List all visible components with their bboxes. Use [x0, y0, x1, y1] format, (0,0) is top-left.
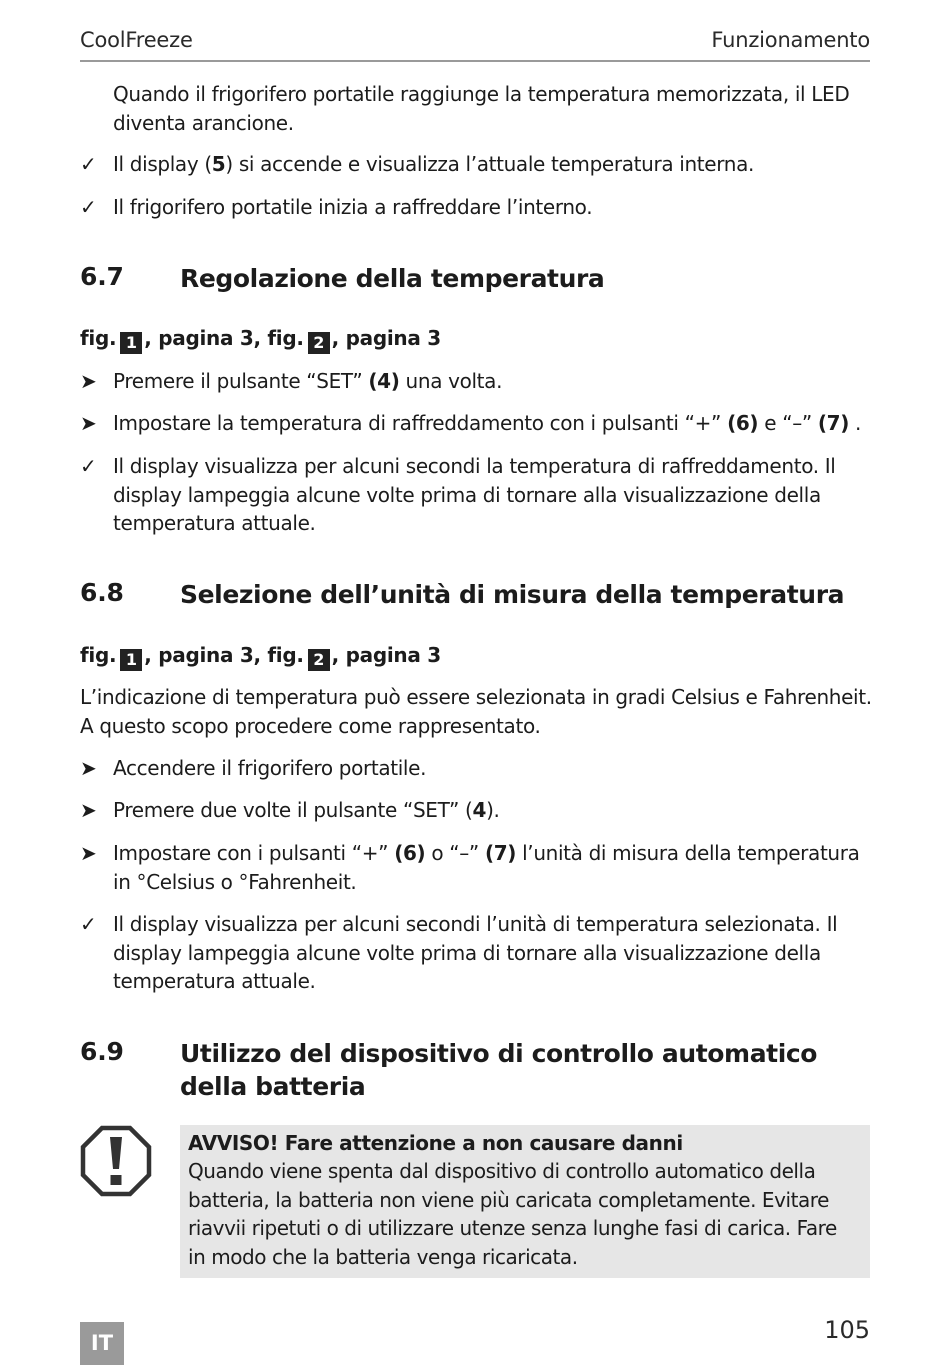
notice-title: AVVISO! Fare attenzione a non causare danni [188, 1131, 683, 1155]
result-display-temperature: Il display visualizza per alcuni secondi la temperatura di raffreddamento. Il display lampeggia alcune volte prima di tornare alla visualizzazione della temperatura attuale. [113, 454, 836, 535]
intro-paragraph: Quando il frigorifero portatile raggiunge la temperatura memorizzata, il LED diventa arancione. [113, 82, 850, 135]
arrow-bullet-icon: ➤ [80, 756, 97, 780]
figure-reference: fig. 1 , pagina 3, fig. 2 , pagina 3 [80, 643, 441, 669]
check-mark-icon: ✓ [80, 195, 97, 219]
step-set-temperature: Impostare la temperatura di raffreddamento con i pulsanti “+” (6) e “–” (7) . [113, 411, 862, 435]
step-select-unit: Impostare con i pulsanti “+” (6) o “–” (7) l’unità di misura della temperatura in °Celsius o °Fahrenheit. [113, 841, 860, 894]
section-6-7-title: Regolazione della temperatura [180, 264, 605, 293]
check-mark-icon: ✓ [80, 912, 97, 936]
section-6-7-number: 6.7 [80, 262, 124, 291]
section-6-8-title: Selezione dell’unità di misura della temperatura [180, 580, 845, 609]
step-press-set: Premere il pulsante “SET” (4) una volta. [113, 369, 503, 393]
arrow-bullet-icon: ➤ [80, 798, 97, 822]
header-divider [80, 60, 870, 62]
section-6-8-intro: L’indicazione di temperatura può essere selezionata in gradi Celsius e Fahrenheit. A questo scopo procedere come rappresentato. [80, 685, 872, 738]
notice-body: Quando viene spenta dal dispositivo di controllo automatico della batteria, la batteria non viene più caricata completamente. Evitare riavvii ripetuti o di utilizzare utenze senza lunghe fasi di carica. Fare in modo che la batteria venga ricaricata. [188, 1159, 837, 1269]
arrow-bullet-icon: ➤ [80, 369, 97, 393]
figure-number-badge: 1 [120, 332, 142, 354]
figure-reference: fig. 1 , pagina 3, fig. 2 , pagina 3 [80, 326, 441, 352]
step-switch-on: Accendere il frigorifero portatile. [113, 756, 427, 780]
result-display-unit: Il display visualizza per alcuni secondi l’unità di temperatura selezionata. Il display lampeggia alcune volte prima di tornare alla visualizzazione della temperatura attuale. [113, 912, 838, 993]
notice-box [180, 1125, 870, 1278]
arrow-bullet-icon: ➤ [80, 411, 97, 435]
figure-number-badge: 2 [308, 332, 330, 354]
step-press-set-twice: Premere due volte il pulsante “SET” (4). [113, 798, 500, 822]
intro-check-2: Il frigorifero portatile inizia a raffreddare l’interno. [113, 195, 593, 219]
figure-number-badge: 2 [308, 649, 330, 671]
check-mark-icon: ✓ [80, 454, 97, 478]
page-number: 105 [824, 1316, 870, 1344]
warning-octagon-icon [80, 1125, 152, 1197]
section-6-9-number: 6.9 [80, 1037, 124, 1066]
language-tab: IT [80, 1322, 124, 1365]
section-6-9-title: Utilizzo del dispositivo di controllo automatico della batteria [180, 1039, 818, 1101]
section-6-8-number: 6.8 [80, 578, 124, 607]
check-mark-icon: ✓ [80, 152, 97, 176]
figure-number-badge: 1 [120, 649, 142, 671]
intro-check-1: Il display (5) si accende e visualizza l’attuale temperatura interna. [113, 152, 754, 176]
arrow-bullet-icon: ➤ [80, 841, 97, 865]
running-header-title: CoolFreeze [80, 28, 193, 52]
running-header-section: Funzionamento [711, 28, 870, 52]
